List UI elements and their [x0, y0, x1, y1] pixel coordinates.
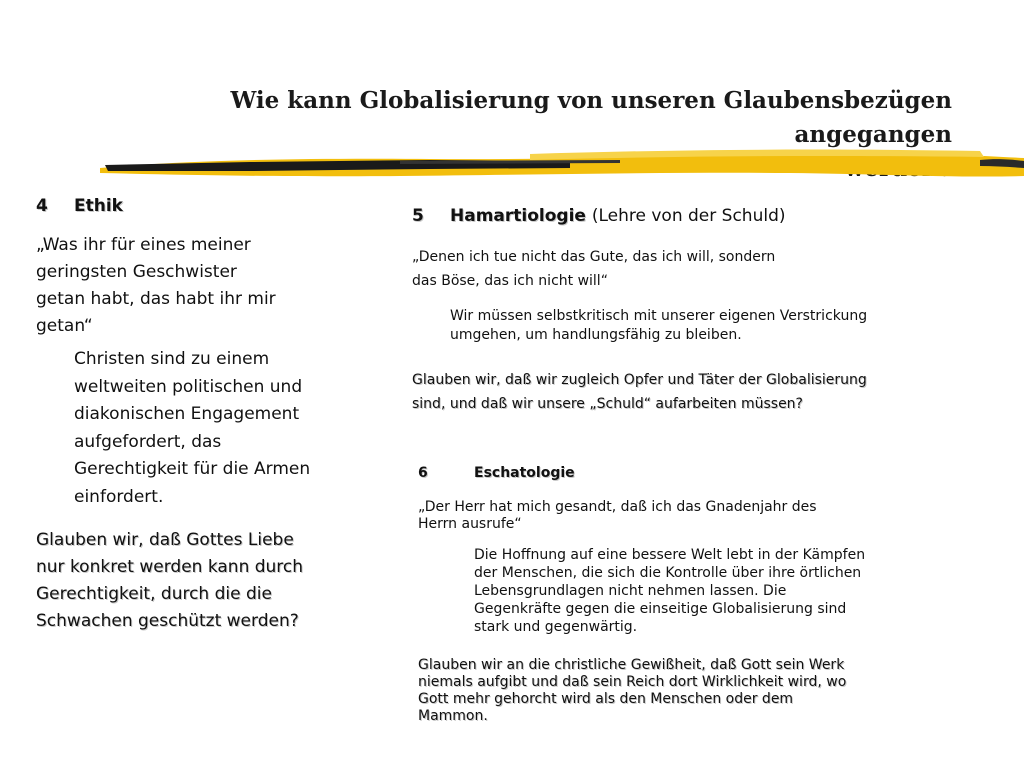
question-line: Gerechtigkeit, durch die die	[36, 584, 272, 604]
body-line: stark und gegenwärtig.	[474, 619, 638, 635]
section-4-title: Ethik	[74, 196, 123, 216]
section-5-subtitle: (Lehre von der Schuld)	[591, 206, 786, 226]
body-line: Gegenkräfte gegen die einseitige Globalisierung sind	[474, 601, 847, 617]
body-line: Lebensgrundlagen nicht nehmen lassen. Die	[474, 583, 787, 599]
quote-line: „Denen ich tue nicht das Gute, das ich will, sondern	[412, 249, 776, 265]
section-4-quote	[36, 232, 366, 340]
question-line: Glauben wir, daß Gottes Liebe	[36, 530, 294, 550]
quote-line: geringsten Geschwister	[36, 262, 237, 282]
section-4-number: 4	[36, 196, 48, 216]
body-line: der Menschen, die sich die Kontrolle über ihre örtlichen	[474, 565, 862, 581]
quote-line: getan“	[36, 316, 93, 336]
section-ethik	[36, 194, 366, 635]
section-5-quote	[412, 245, 1012, 293]
body-line: einfordert.	[74, 486, 164, 507]
question-line: Glauben wir, daß wir zugleich Opfer und Täter der Globalisierung	[412, 372, 867, 388]
body-line: weltweiten politischen und	[74, 376, 303, 397]
section-6-heading	[418, 461, 1008, 485]
question-line: Schwachen geschützt werden?	[36, 611, 299, 631]
section-6-number: 6	[418, 465, 428, 481]
section-5-body	[450, 307, 990, 345]
question-line: Mammon.	[418, 708, 488, 724]
question-line: Gott mehr gehorcht wird als den Menschen oder dem	[418, 691, 794, 707]
quote-line: Herrn ausrufe“	[418, 516, 522, 532]
question-line: niemals aufgibt und daß sein Reich dort Wirklichkeit wird, wo	[418, 674, 847, 690]
body-line: umgehen, um handlungsfähig zu bleiben.	[450, 327, 742, 343]
quote-line: das Böse, das ich nicht will“	[412, 273, 608, 289]
question-line: sind, und daß wir unsere „Schuld“ aufarbeiten müssen?	[412, 396, 803, 412]
section-5-question	[412, 368, 1012, 416]
section-4-body	[74, 346, 366, 511]
slide-title-line-1: Wie kann Globalisierung von unseren Glaubensbezügen angegangen	[230, 87, 952, 148]
body-line: diakonischen Engagement	[74, 404, 300, 424]
section-4-heading	[36, 194, 366, 218]
body-line: aufgefordert, das	[74, 431, 222, 452]
brush-stroke-divider	[100, 148, 1024, 182]
section-6-quote	[418, 499, 1008, 533]
section-hamartiologie	[412, 203, 1012, 416]
section-6-body	[474, 546, 974, 636]
quote-line: getan habt, das habt ihr mir	[36, 289, 276, 309]
quote-line: „Was ihr für eines meiner	[36, 235, 251, 255]
section-5-number: 5	[412, 206, 424, 226]
section-5-title: Hamartiologie	[450, 206, 586, 226]
question-line: nur konkret werden kann durch	[36, 557, 304, 577]
question-line: Glauben wir an die christliche Gewißheit, daß Gott sein Werk	[418, 657, 845, 673]
section-6-question	[418, 657, 978, 725]
quote-line: „Der Herr hat mich gesandt, daß ich das Gnadenjahr des	[418, 499, 817, 515]
section-eschatologie	[418, 461, 1008, 725]
section-4-question	[36, 527, 366, 635]
body-line: Gerechtigkeit für die Armen	[74, 459, 311, 479]
body-line: Wir müssen selbstkritisch mit unserer eigenen Verstrickung	[450, 308, 868, 324]
body-line: Christen sind zu einem	[74, 349, 270, 369]
body-line: Die Hoffnung auf eine bessere Welt lebt in der Kämpfen	[474, 547, 866, 563]
section-5-heading	[412, 203, 1012, 229]
section-6-title: Eschatologie	[474, 465, 575, 481]
